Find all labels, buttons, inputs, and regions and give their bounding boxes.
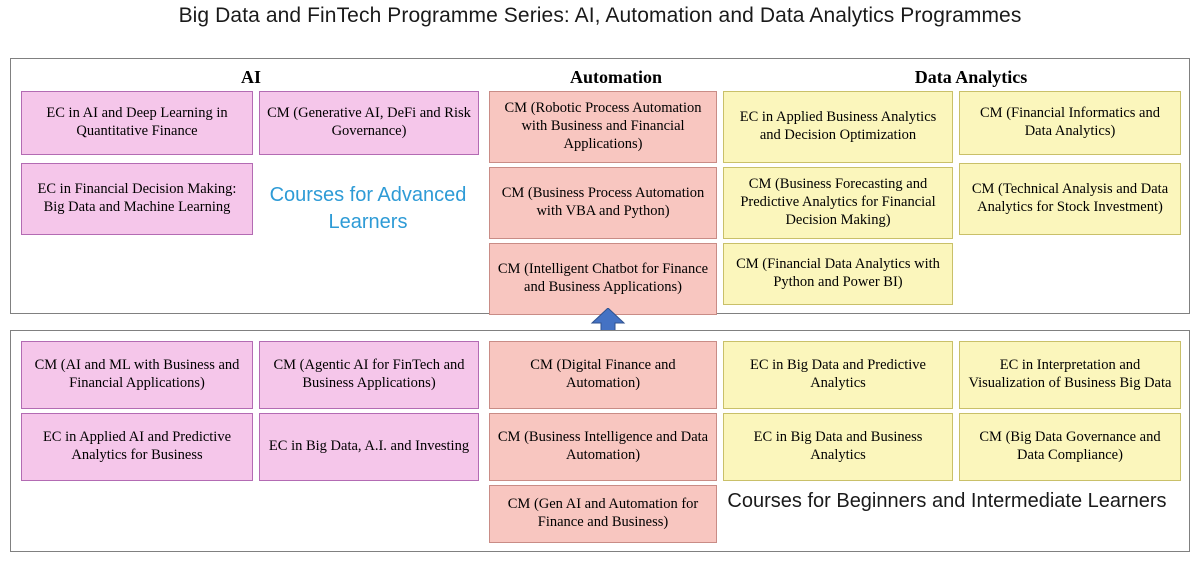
column-header-ai: AI xyxy=(240,67,261,87)
course-card[interactable]: CM (Business Process Automation with VBA and Python) xyxy=(489,167,717,239)
course-card[interactable]: CM (Robotic Process Automation with Business and Financial Applications) xyxy=(489,91,717,163)
course-card[interactable]: CM (Business Intelligence and Data Automation) xyxy=(489,413,717,481)
column-header-data-analytics: Data Analytics xyxy=(914,67,1028,87)
page-title: Big Data and FinTech Programme Series: AI, Automation and Data Analytics Programmes xyxy=(178,4,1022,27)
course-card[interactable]: CM (Financial Informatics and Data Analytics) xyxy=(959,91,1181,155)
beginner-learners-note: Courses for Beginners and Intermediate Learners xyxy=(727,490,1167,512)
course-card[interactable]: CM (Digital Finance and Automation) xyxy=(489,341,717,409)
course-card[interactable]: CM (Intelligent Chatbot for Finance and Business Applications) xyxy=(489,243,717,315)
advanced-learners-note: Courses for Advanced Learners xyxy=(269,184,467,233)
beginner-learners-panel xyxy=(10,330,1190,552)
course-card[interactable]: CM (Gen AI and Automation for Finance and Business) xyxy=(489,485,717,543)
course-card[interactable]: CM (Big Data Governance and Data Compliance) xyxy=(959,413,1181,481)
course-card[interactable]: EC in Big Data and Business Analytics xyxy=(723,413,953,481)
course-card[interactable]: EC in AI and Deep Learning in Quantitative Finance xyxy=(21,91,253,155)
course-card[interactable]: EC in Interpretation and Visualization of Business Big Data xyxy=(959,341,1181,409)
course-card[interactable]: CM (AI and ML with Business and Financial Applications) xyxy=(21,341,253,409)
course-card[interactable]: EC in Big Data, A.I. and Investing xyxy=(259,413,479,481)
column-header-automation: Automation xyxy=(569,67,662,87)
course-card[interactable]: EC in Big Data and Predictive Analytics xyxy=(723,341,953,409)
course-card[interactable]: CM (Financial Data Analytics with Python and Power BI) xyxy=(723,243,953,305)
course-card[interactable]: CM (Business Forecasting and Predictive Analytics for Financial Decision Making) xyxy=(723,167,953,239)
course-card[interactable]: EC in Applied Business Analytics and Decision Optimization xyxy=(723,91,953,163)
course-card[interactable]: CM (Technical Analysis and Data Analytics for Stock Investment) xyxy=(959,163,1181,235)
course-card[interactable]: CM (Generative AI, DeFi and Risk Governance) xyxy=(259,91,479,155)
course-card[interactable]: EC in Applied AI and Predictive Analytics for Business xyxy=(21,413,253,481)
course-card[interactable]: CM (Agentic AI for FinTech and Business Applications) xyxy=(259,341,479,409)
advanced-learners-panel xyxy=(10,58,1190,314)
course-card[interactable]: EC in Financial Decision Making: Big Data and Machine Learning xyxy=(21,163,253,235)
